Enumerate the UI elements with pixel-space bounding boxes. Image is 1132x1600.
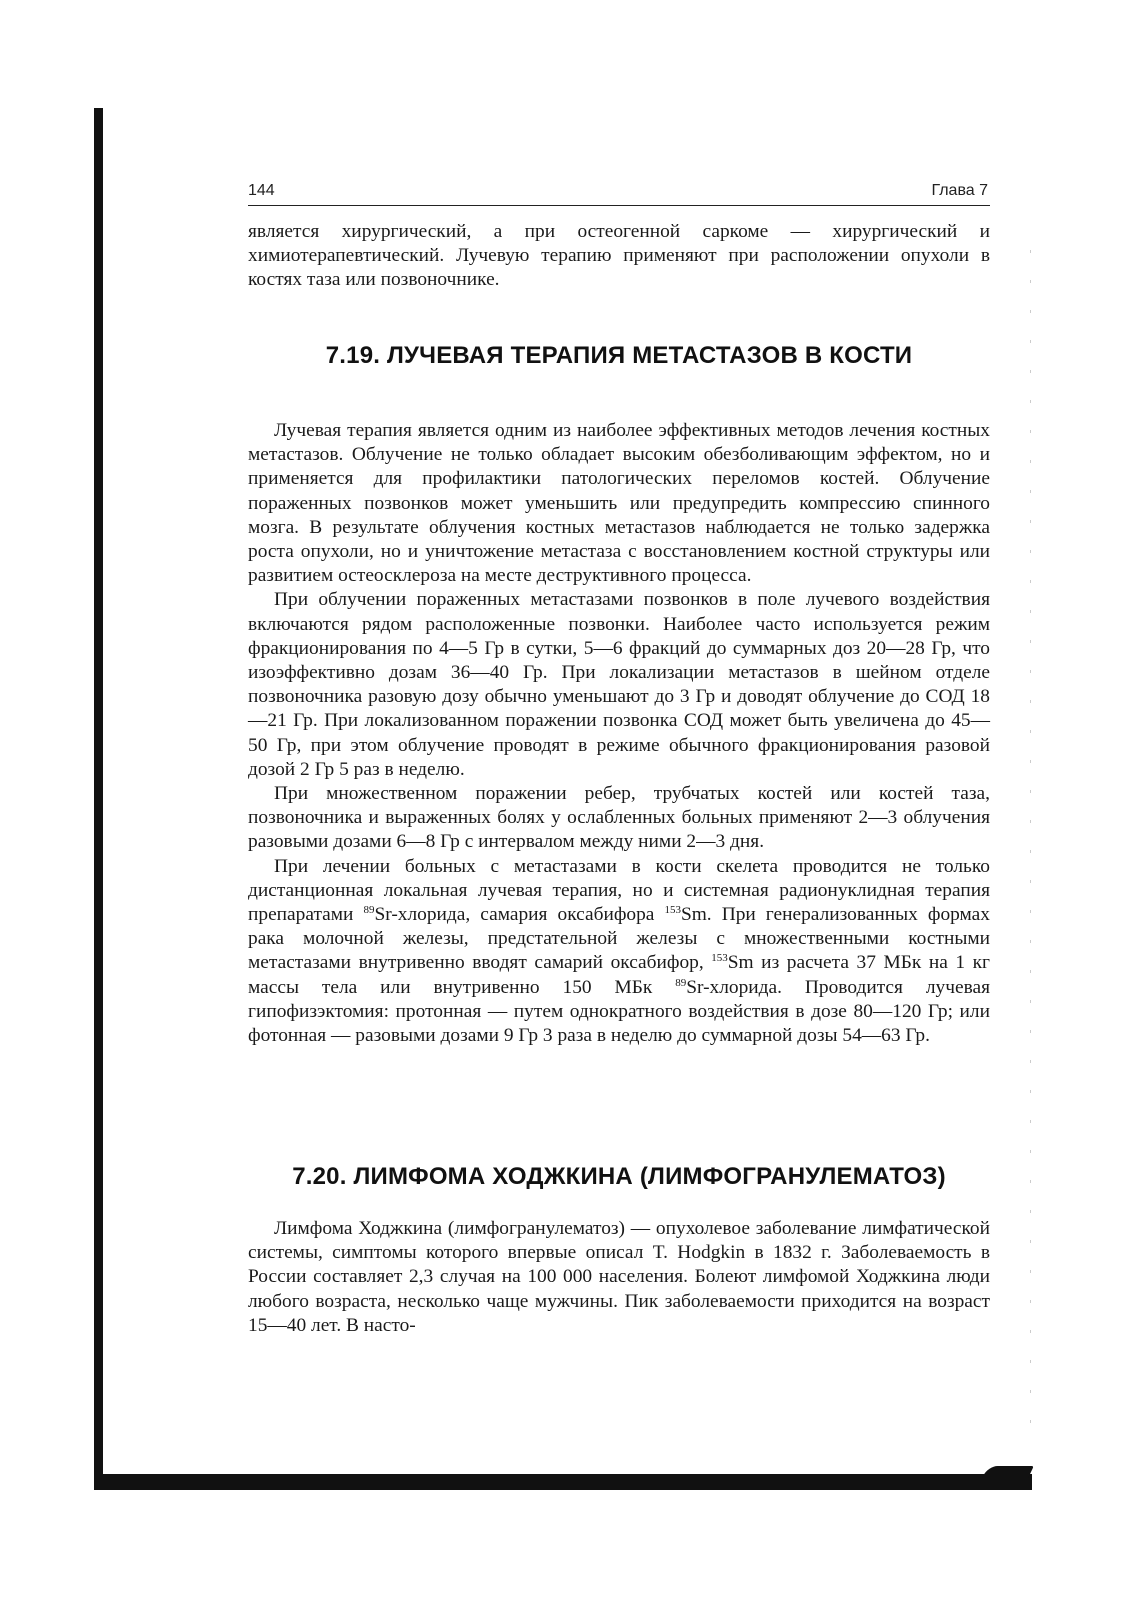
running-header — [248, 181, 990, 206]
section-7-19-body — [248, 419, 990, 1048]
chapter-label: Глава 7 — [931, 182, 988, 199]
scan-bottom-margin-shadow — [94, 1474, 1032, 1490]
body-paragraph: Лучевая терапия является одним из наиболее эффективных методов лечения костных метастазов. Облучение не только обладает высоким обезболивающим эффектом, но и применяется для профилактики патологических переломов костей. Облучение пораженных позвонков может уменьшить или предупредить компрессию спинного мозга. В результате облучения костных метастазов наблюдается не только задержка роста опухоли, но и уничтожение метастаза с восстановлением костной структуры или развитием остеосклероза на месте деструктивного процесса. — [248, 420, 990, 587]
text-run: Sr-хлорида, самария оксабифора — [374, 904, 665, 926]
page-number: 144 — [248, 182, 275, 199]
intro-paragraph: является хирургический, а при остеогенной саркоме — хирургический и химиотерапевтический. Лучевую терапию применяют при расположении опухоли в костях таза или позвоночнике. — [248, 221, 990, 291]
section-heading-7-19: 7.19. ЛУЧЕВАЯ ТЕРАПИЯ МЕТАСТАЗОВ В КОСТИ — [325, 342, 913, 369]
section-heading-7-20: 7.20. ЛИМФОМА ХОДЖКИНА (ЛИМФОГРАНУЛЕМАТОЗ) — [292, 1163, 946, 1190]
text-run: Sm. При генерализованных формах рака молочной железы, предстательной железы с множественными костными метастазами внутривенно вводят самарий оксабифор, — [248, 904, 990, 974]
isotope-superscript: 89 — [363, 904, 375, 917]
body-paragraph: Лимфома Ходжкина (лимфогранулематоз) — опухолевое заболевание лимфатической системы, симптомы которого впервые описал T. Hodgkin в 1832 г. Заболеваемость в России составляет 2,3 случая на 100 000 населения. Болеют лимфомой Ходжкина люди любого возраста, несколько чаще мужчины. Пик заболеваемости приходится на возраст 15—40 лет. В насто- — [248, 1218, 990, 1336]
section-7-20-body — [248, 1217, 990, 1338]
isotope-superscript: 89 — [675, 976, 687, 989]
text-run: Sr-хлорида. Проводится лучевая гипофизэктомия: протонная — путем однократного воздействия в дозе 80—120 Гр; или фотонная — разовыми дозами 9 Гр 3 раза в неделю до суммарной дозы 54—63 Гр. — [248, 976, 991, 1047]
scan-right-edge-artifact — [1030, 250, 1031, 1450]
text-run: Sm из расчета 37 МБк на 1 кг массы тела или внутривенно 150 МБк — [248, 952, 990, 998]
isotope-superscript: 153 — [664, 904, 681, 917]
scan-left-margin-shadow — [94, 108, 103, 1488]
scan-page-curl — [982, 1466, 1034, 1478]
text-run: При лечении больных с метастазами в кости скелета проводится не только дистанционная локальная лучевая терапия, но и системная радионуклидная терапия препаратами — [248, 855, 990, 926]
body-paragraph-radionuclide — [248, 855, 990, 1049]
isotope-superscript: 153 — [711, 952, 728, 965]
body-paragraph: При множественном поражении ребер, трубчатых костей или костей таза, позвоночника и выраженных болях у ослабленных больных применяют 2—3 облучения разовыми дозами 6—8 Гр с интервалом между ними 2—3 дня. — [248, 783, 990, 853]
intro-block — [248, 220, 990, 293]
body-paragraph: При облучении пораженных метастазами позвонков в поле лучевого воздействия включаются рядом расположенные позвонки. Наиболее часто используется режим фракционирования по 4—5 Гр в сутки, 5—6 фракций до суммарных доз 20—28 Гр, что изоэффективно дозам 36—40 Гр. При локализации метастазов в шейном отделе позвоночника разовую дозу обычно уменьшают до 3 Гр и доводят облучение до СОД 18—21 Гр. При локализованном поражении позвонка СОД может быть увеличена до 45—50 Гр, при этом облучение проводят в режиме обычного фракционирования разовой дозой 2 Гр 5 раз в неделю. — [248, 589, 990, 780]
